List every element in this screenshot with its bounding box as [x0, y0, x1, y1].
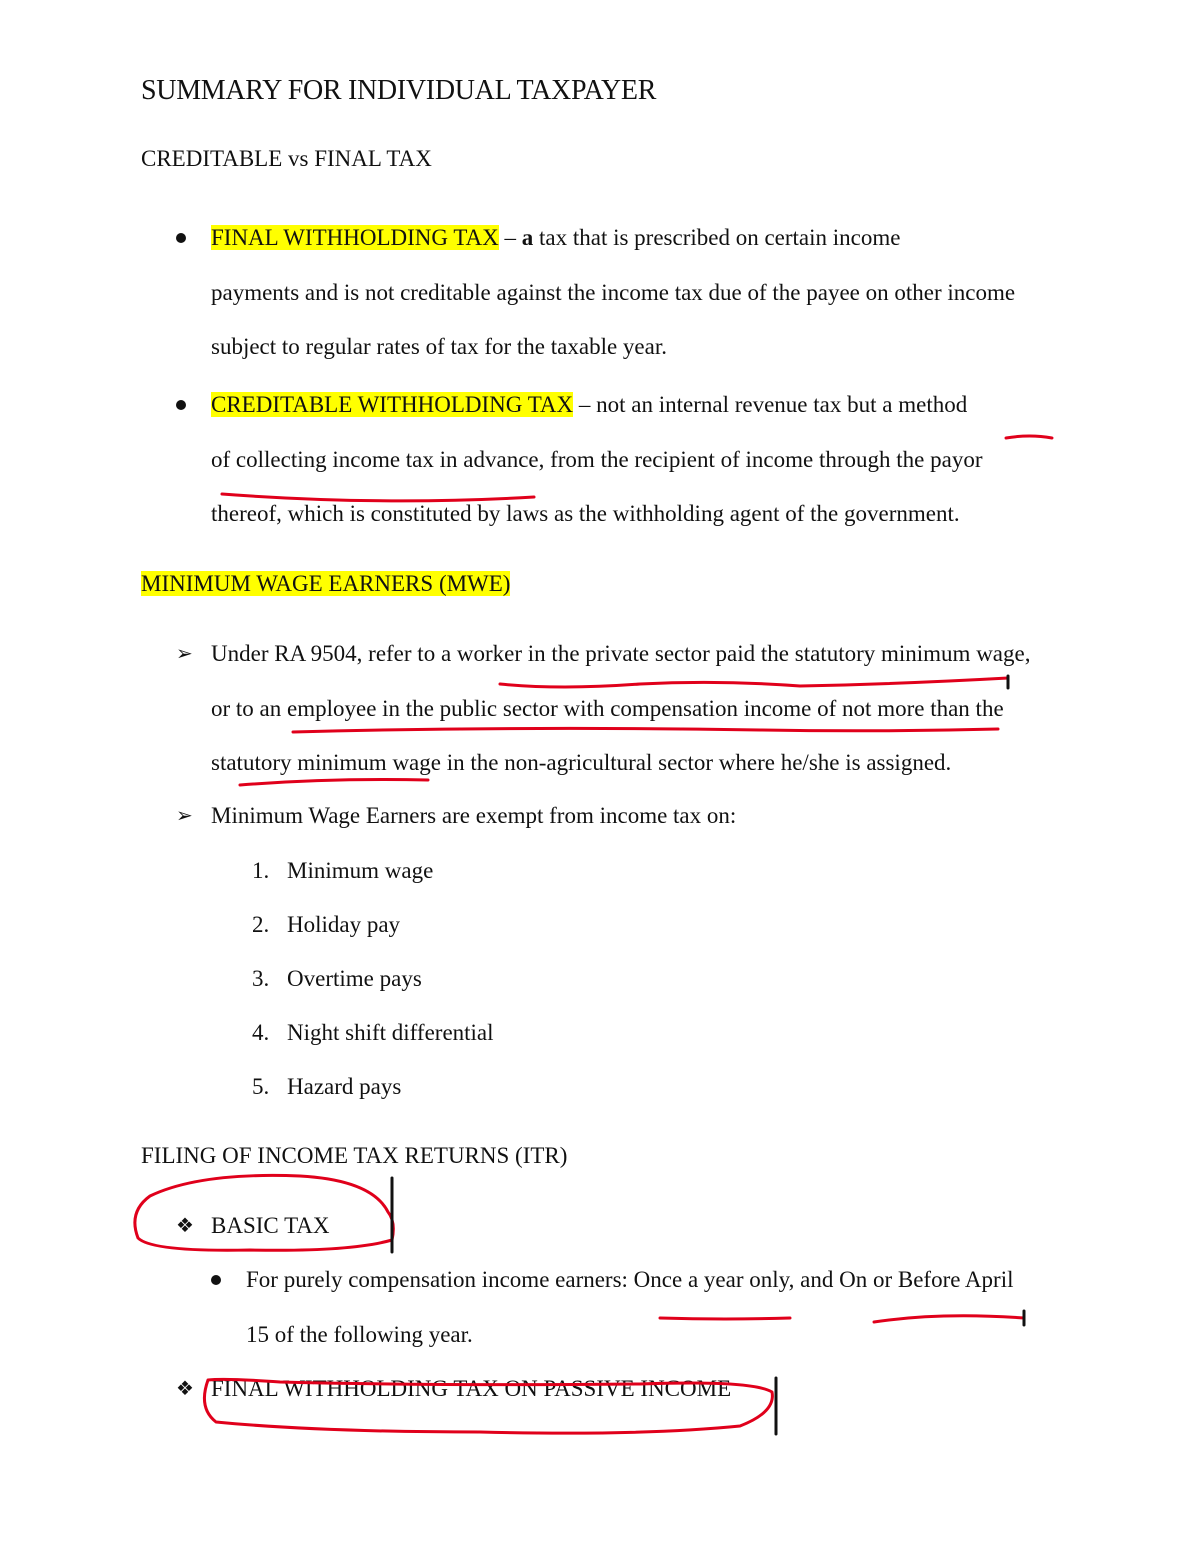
mwe-def-line-2: or to an employee in the public sector with compensation income of not more than the [211, 696, 1004, 721]
basic-tax-heading: BASIC TAX [211, 1213, 330, 1238]
fwt-line-3: subject to regular rates of tax for the taxable year. [211, 334, 667, 359]
fwt-line-2: payments and is not creditable against the income tax due of the payee on other income [211, 280, 1016, 305]
section-heading-creditable-vs-final: CREDITABLE vs FINAL TAX [141, 146, 432, 171]
mwe-def-line-3: statutory minimum wage in the non-agricultural sector where he/she is assigned. [211, 750, 952, 775]
exempt-item: Hazard pays [287, 1074, 402, 1099]
cwt-line-3: thereof, which is constituted by laws as the withholding agent of the government. [211, 501, 960, 526]
mwe-exempt-intro: Minimum Wage Earners are exempt from income tax on: [211, 803, 737, 828]
fwt-term-highlight: FINAL WITHHOLDING TAX [211, 225, 499, 250]
exempt-item: Holiday pay [287, 912, 401, 937]
arrow-bullet-icon: ➢ [176, 643, 193, 665]
exempt-number: 5. [252, 1074, 270, 1099]
section-heading-mwe [141, 570, 510, 598]
underline-mark [240, 780, 428, 785]
fwt-dash: – [498, 225, 522, 250]
cwt-term-highlight: CREDITABLE WITHHOLDING TAX [211, 392, 574, 417]
mwe-def-line-1: Under RA 9504, refer to a worker in the private sector paid the statutory minimum wage, [211, 641, 1031, 666]
fwt-line-1-rest: tax that is prescribed on certain income [533, 225, 901, 250]
exempt-number: 2. [252, 912, 270, 937]
exempt-number: 4. [252, 1020, 270, 1045]
final-passive-heading: FINAL WITHHOLDING TAX ON PASSIVE INCOME [211, 1376, 732, 1401]
fwt-line-1 [211, 224, 900, 252]
page-title: SUMMARY FOR INDIVIDUAL TAXPAYER [141, 75, 657, 106]
underline-mark [1006, 436, 1052, 438]
mwe-heading-highlight: MINIMUM WAGE EARNERS (MWE) [141, 571, 511, 596]
bullet-dot [176, 400, 186, 410]
exempt-number: 3. [252, 966, 270, 991]
underline-mark [874, 1316, 1024, 1322]
bullet-dot [176, 233, 186, 243]
section-heading-filing-itr: FILING OF INCOME TAX RETURNS (ITR) [141, 1143, 568, 1168]
diamond-bullet-icon: ❖ [176, 1215, 194, 1237]
exempt-item: Minimum wage [287, 858, 434, 883]
cwt-line-2: of collecting income tax in advance, from the recipient of income through the payor [211, 447, 983, 472]
basic-tax-line-1: For purely compensation income earners: Once a year only, and On or Before April [246, 1267, 1014, 1292]
exempt-item: Night shift differential [287, 1020, 494, 1045]
underline-mark [660, 1318, 790, 1319]
exempt-number: 1. [252, 858, 270, 883]
arrow-bullet-icon: ➢ [176, 805, 193, 827]
basic-tax-line-2: 15 of the following year. [246, 1322, 473, 1347]
cwt-line-1-rest: – not an internal revenue tax but a method [573, 392, 968, 417]
fwt-article: a [521, 225, 534, 250]
bullet-dot [211, 1275, 221, 1285]
underline-mark [293, 728, 998, 732]
exempt-item: Overtime pays [287, 966, 422, 991]
cwt-line-1 [211, 391, 967, 419]
underline-mark [500, 678, 1008, 687]
diamond-bullet-icon: ❖ [176, 1378, 194, 1400]
